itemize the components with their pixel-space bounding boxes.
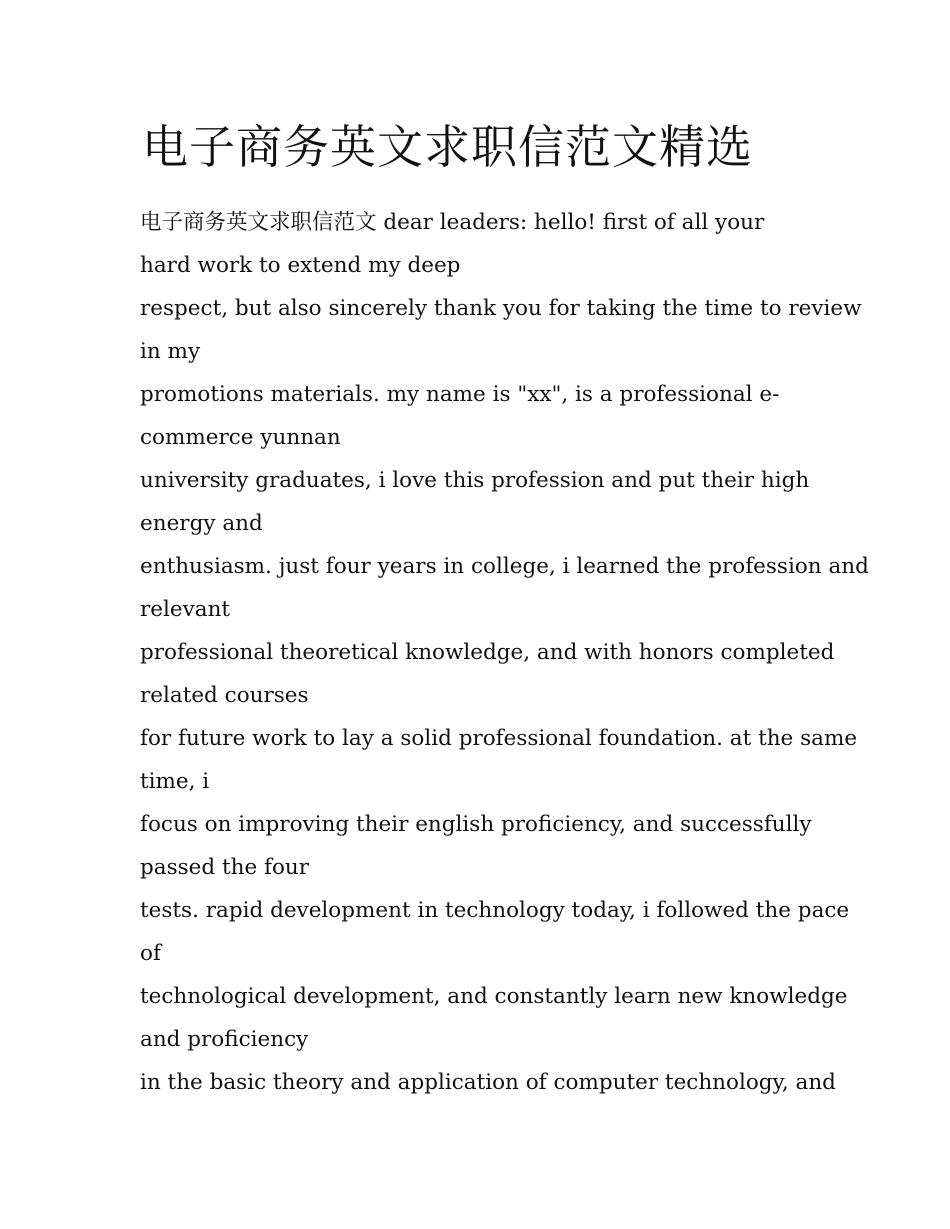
body-line: time, i [140, 769, 210, 794]
body-line: tests. rapid development in technology today, i followed the pace [140, 898, 850, 923]
body-line: enthusiasm. just four years in college, i learned the profession and [140, 554, 869, 579]
body-line: energy and [140, 511, 263, 536]
body-line: focus on improving their english proficiency, and successfully [140, 812, 812, 837]
body-line: respect, but also sincerely thank you for taking the time to review [140, 296, 862, 321]
document-title: 电子商务英文求职信范文精选 [142, 120, 753, 174]
body-line: promotions materials. my name is "xx", is a professional e- [140, 382, 780, 407]
body-line: related courses [140, 683, 309, 708]
body-line: for future work to lay a solid professional foundation. at the same [140, 726, 858, 751]
body-line: and proficiency [140, 1027, 309, 1052]
document-body [140, 201, 869, 1104]
body-line: in my [140, 339, 201, 364]
body-line: university graduates, i love this profession and put their high [140, 468, 810, 493]
body-line: commerce yunnan [140, 425, 341, 450]
body-line: relevant [140, 597, 231, 622]
body-line: passed the four [140, 855, 310, 880]
body-line: professional theoretical knowledge, and with honors completed [140, 640, 835, 665]
body-line: of [140, 941, 161, 966]
body-line: technological development, and constantly learn new knowledge [140, 984, 848, 1009]
body-line: in the basic theory and application of computer technology, and [140, 1070, 836, 1095]
body-line: 电子商务英文求职信范文 dear leaders: hello! first of all your [140, 210, 765, 235]
body-line: hard work to extend my deep [140, 253, 461, 278]
